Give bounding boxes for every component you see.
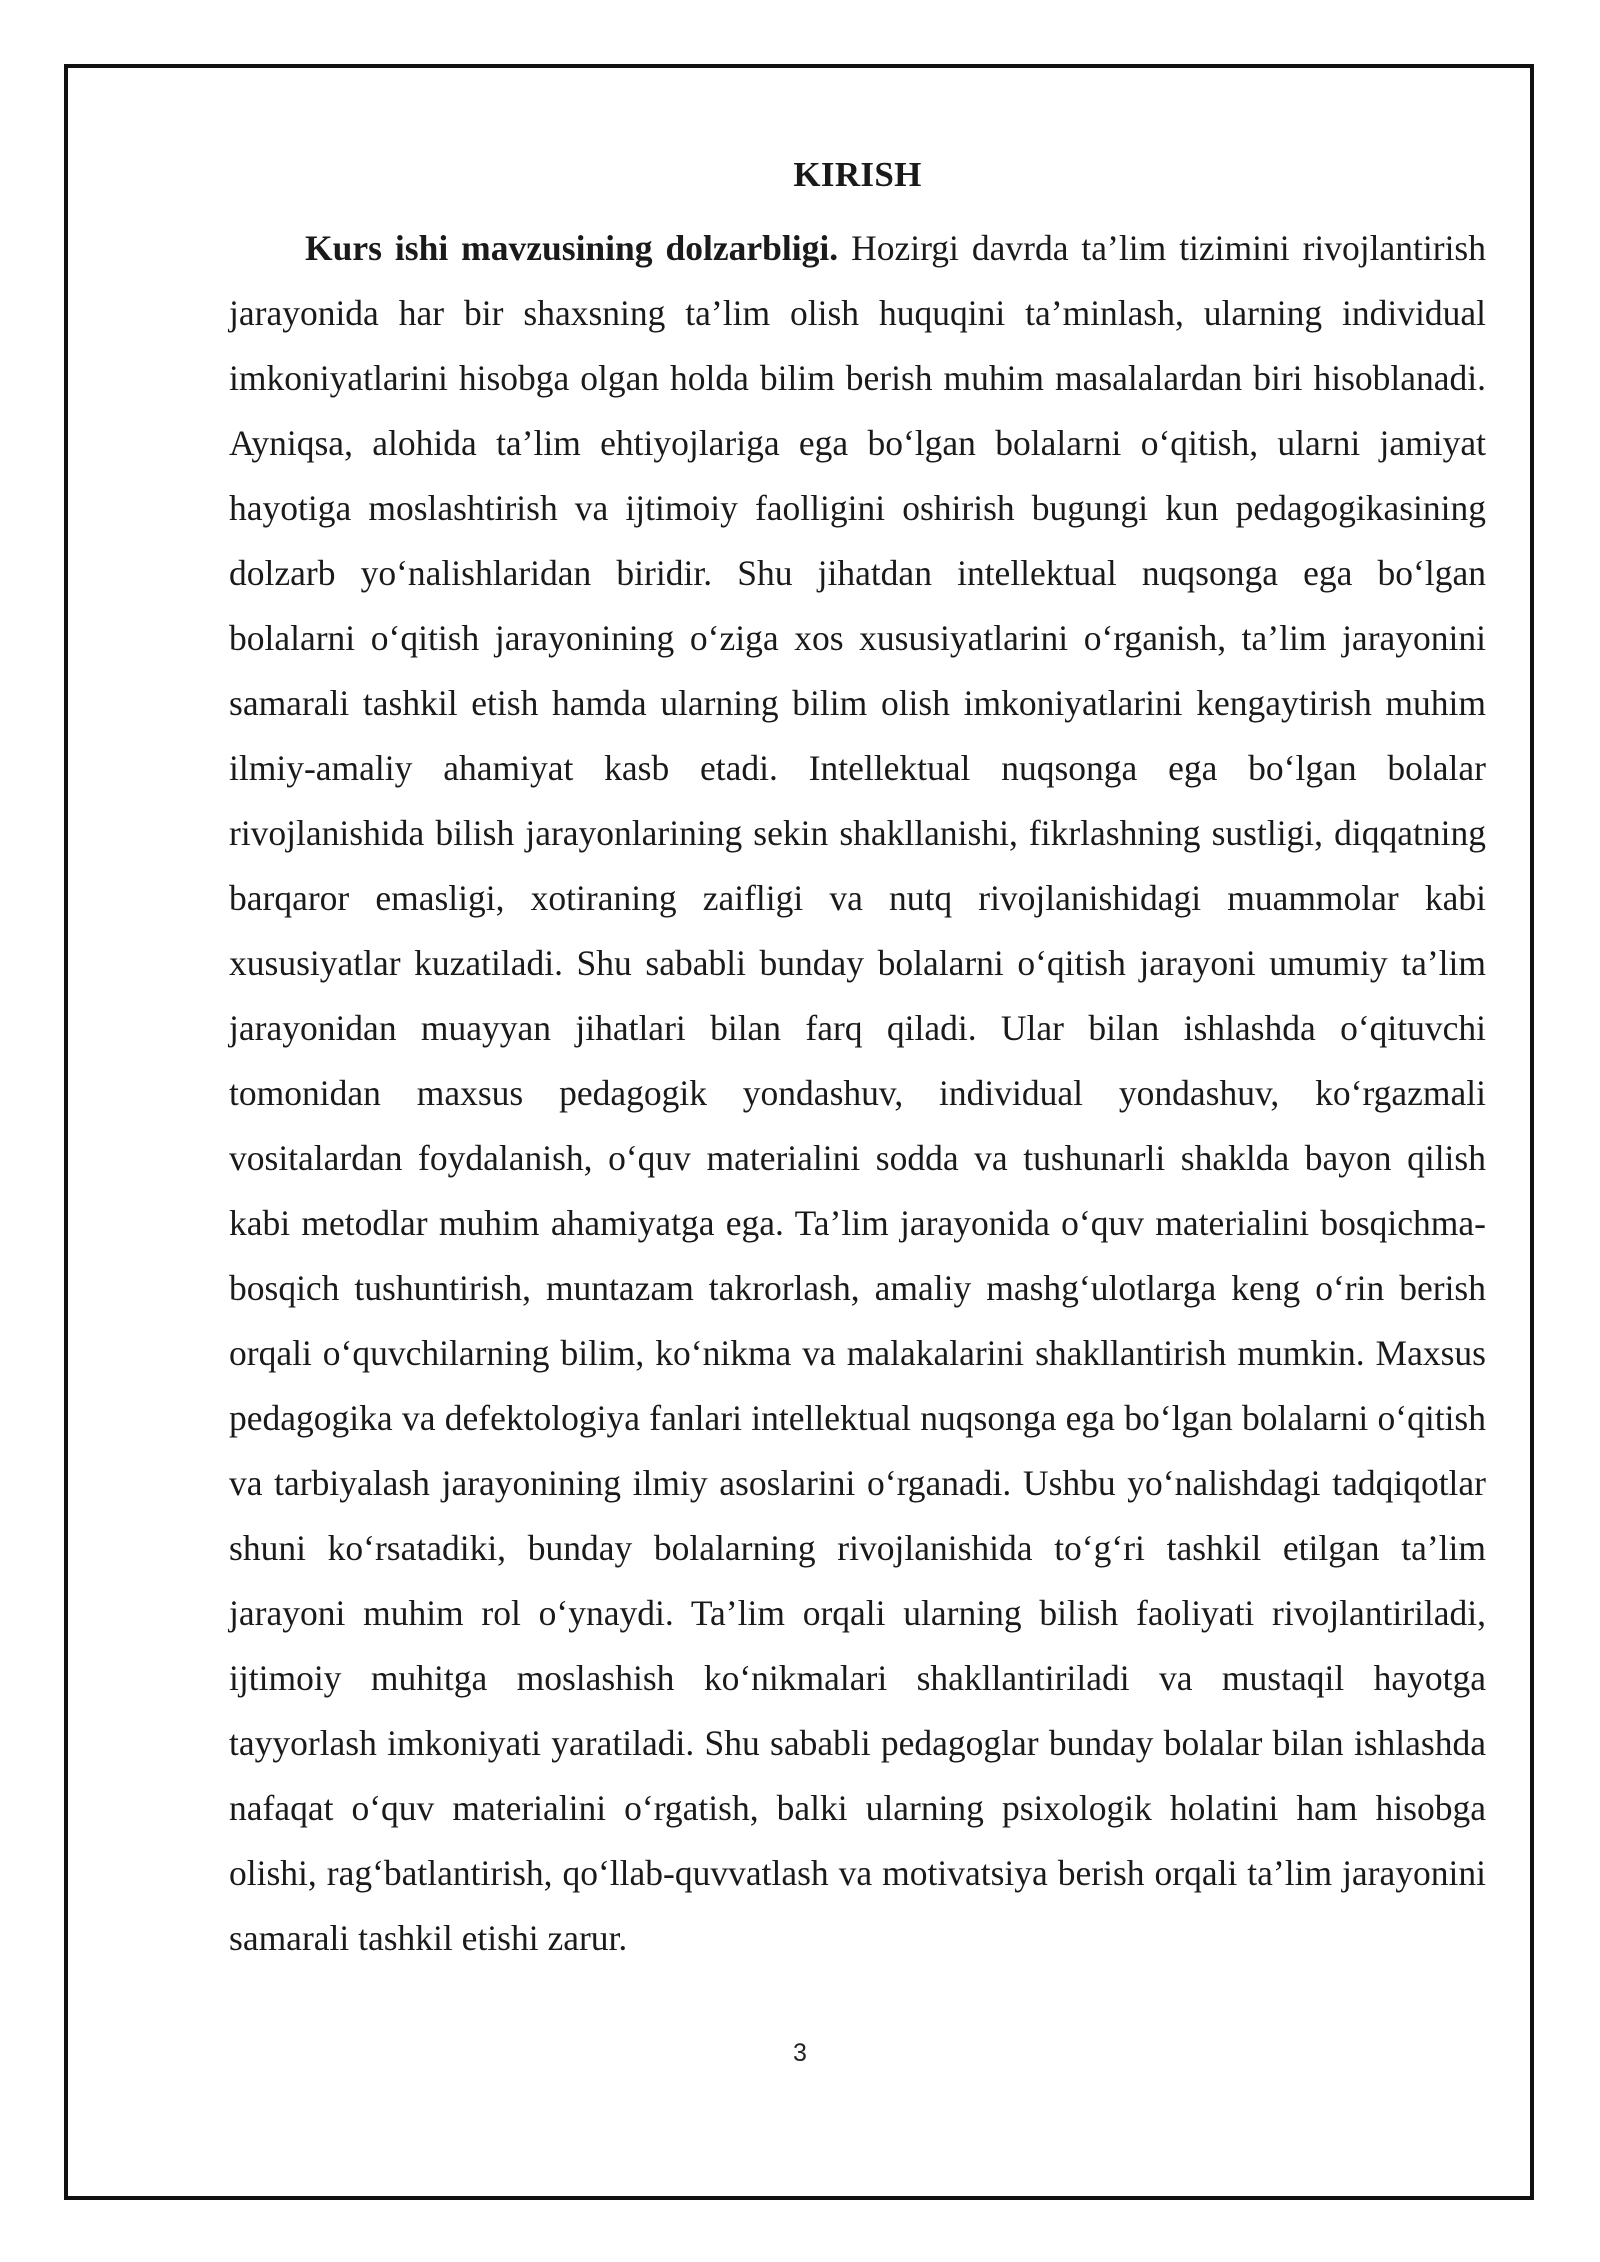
section-heading: KIRISH bbox=[793, 155, 922, 194]
paragraph-lead: Kurs ishi mavzusining dolzarbligi. bbox=[305, 228, 839, 268]
page-number: 3 bbox=[793, 2039, 807, 2067]
paragraph-body: Hozirgi davrda ta’lim tizimini rivojlantirish jarayonida har bir shaxsning ta’lim olish huquqini ta’minlash, ularning individual imkoniyatlarini hisobga olgan holda bilim berish muhim masalalardan biri hisoblanadi. Ayniqsa, alohida ta’lim ehtiyojlariga ega bo‘lgan bolalarni o‘qitish, ularni jamiyat hayotiga moslashtirish va ijtimoiy faolligini oshirish bugungi kun pedagogikasining dolzarb yo‘nalishlaridan biridir. Shu jihatdan intellektual nuqsonga ega bo‘lgan bolalarni o‘qitish jarayonining o‘ziga xos xususiyatlarini o‘rganish, ta’lim jarayonini samarali tashkil etish hamda ularning bilim olish imkoniyatlarini kengaytirish muhim ilmiy-amaliy ahamiyat kasb etadi. Intellektual nuqsonga ega bo‘lgan bolalar rivojlanishida bilish jarayonlarining sekin shakllanishi, fikrlashning sustligi, diqqatning barqaror emasligi, xotiraning zaifligi va nutq rivojlanishidagi muammolar kabi xususiyatlar kuzatiladi. Shu sababli bunday bolalarni o‘qitish jarayoni umumiy ta’lim jarayonidan muayyan jihatlari bilan farq qiladi. Ular bilan ishlashda o‘qituvchi tomonidan maxsus pedagogik yondashuv, individual yondashuv, ko‘rgazmali vositalardan foydalanish, o‘quv materialini sodda va tushunarli shaklda bayon qilish kabi metodlar muhim ahamiyatga ega. Ta’lim jarayonida o‘quv materialini bosqichma-bosqich tushuntirish, muntazam takrorlash, amaliy mashg‘ulotlarga keng o‘rin berish orqali o‘quvchilarning bilim, ko‘nikma va malakalarini shakllantirish mumkin. Maxsus pedagogika va defektologiya fanlari intellektual nuqsonga ega bo‘lgan bolalarni o‘qitish va tarbiyalash jarayonining ilmiy asoslarini o‘rganadi. Ushbu yo‘nalishdagi tadqiqotlar shuni ko‘rsatadiki, bunday bolalarning rivojlanishida to‘g‘ri tashkil etilgan ta’lim jarayoni muhim rol o‘ynaydi. Ta’lim orqali ularning bilish faoliyati rivojlantiriladi, ijtimoiy muhitga moslashish ko‘nikmalari shakllantiriladi va mustaqil hayotga tayyorlash imkoniyati yaratiladi. Shu sababli pedagoglar bunday bolalar bilan ishlashda nafaqat o‘quv materialini o‘rgatish, balki ularning psixologik holatini ham hisobga olishi, rag‘batlantirish, qo‘llab-quvvatlash va motivatsiya berish orqali ta’lim jarayonini samarali tashkil etishi zarur. bbox=[229, 228, 1487, 1958]
page-content bbox=[229, 143, 1486, 1971]
intro-paragraph bbox=[229, 216, 1486, 1971]
